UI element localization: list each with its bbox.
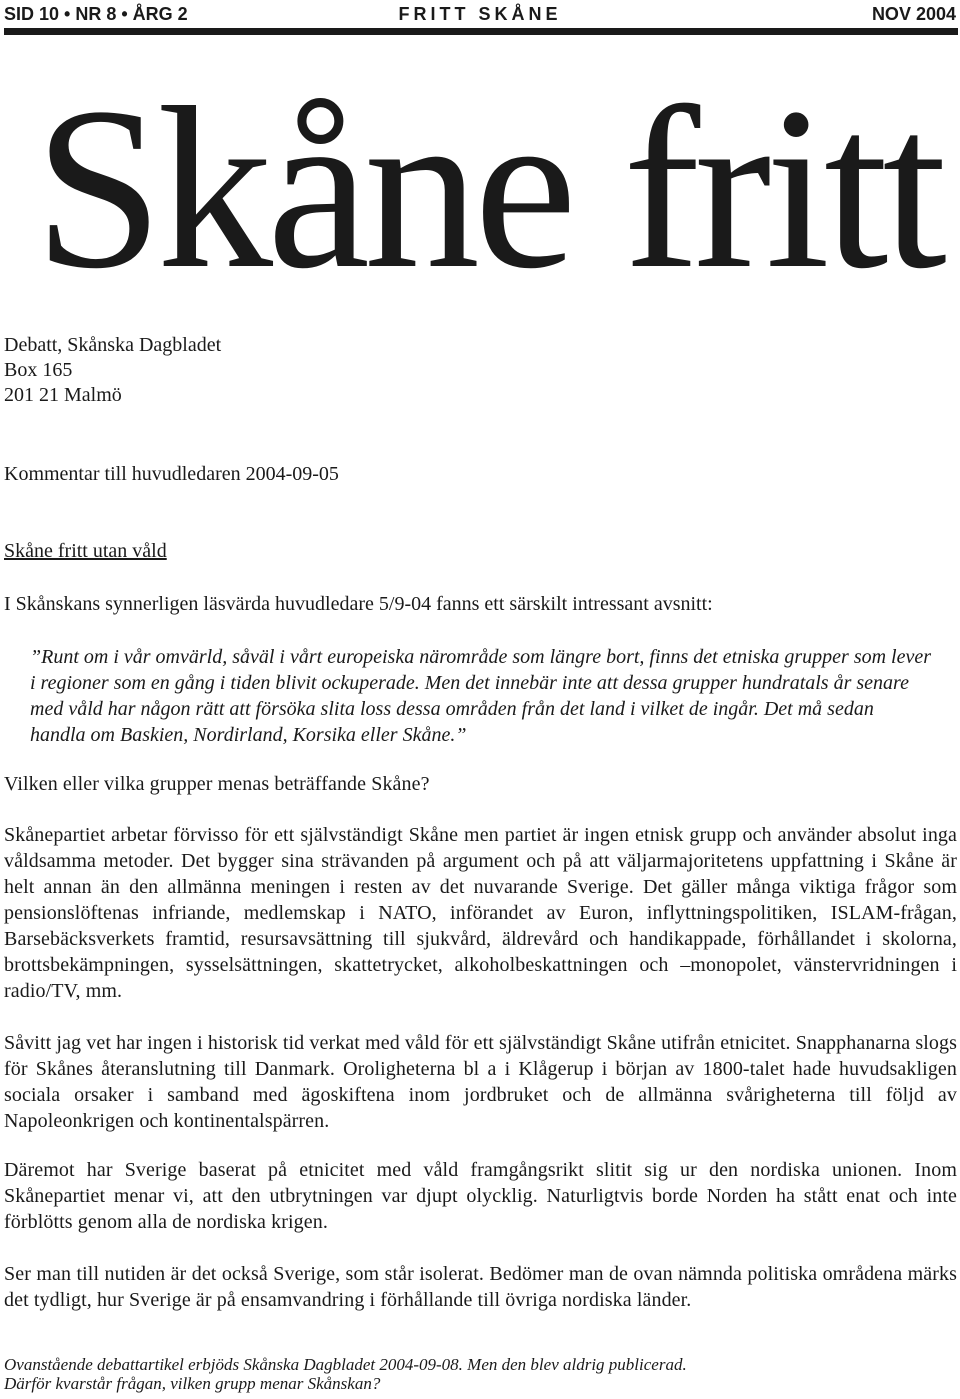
page-header	[4, 2, 956, 26]
footer-note	[4, 1355, 954, 1393]
footer-line: Därför kvarstår frågan, vilken grupp menar Skånskan?	[4, 1374, 381, 1393]
issue-date: NOV 2004	[871, 4, 956, 24]
address-line: Box 165	[4, 359, 73, 381]
address-line: Debatt, Skånska Dagbladet	[4, 334, 222, 356]
issue-info: SID 10 • NR 8 • ÅRG 2	[4, 4, 188, 24]
quote-text: ”Runt om i vår omvärld, såväl i vårt europeiska närområde som längre bort, finns det etniska grupper som lever i regioner som en gång i tiden blivit ockuperade. Men det innebär inte att dessa grupper hundratals år senare med våld har någon rätt att försöka slita loss dessa områden från det land i vilket de ingår. Det må sedan handla om Baskien, Nordirland, Korsika eller Skåne.”	[30, 646, 932, 746]
article-title: Skåne fritt utan våld	[4, 540, 167, 562]
footer-line: Ovanstående debattartikel erbjöds Skånska Dagbladet 2004-09-08. Men den blev aldrig publicerad.	[4, 1355, 687, 1374]
article-paragraph: Såvitt jag vet har ingen i historisk tid verkat med våld för ett självständigt Skåne utifrån etnicitet. Snapphanarna slogs för Skånes återanslutning till Danmark. Oroligheterna bl a i Klågerup i början av 1800-talet hade huvudsakligen sociala orsaker i samband med ägoskiftena inom jordbruket och de allmänna svårigheterna till följd av Napoleonkrigen och kontinentalspärren.	[4, 1032, 957, 1132]
address-line: 201 21 Malmö	[4, 384, 122, 406]
publication-name: FRITT SKÅNE	[398, 4, 562, 24]
header-rule	[4, 28, 958, 35]
article-paragraph: Däremot har Sverige baserat på etnicitet med våld framgångsrikt slitit sig ur den nordiska unionen. Inom Skånepartiet menar vi, att den utbrytningen var djupt olycklig. Naturligtvis borde Norden ha stått enat och inte förblötts genom alla de nordiska krigen.	[4, 1159, 957, 1233]
masthead-title: Skåne fritt	[34, 60, 941, 317]
article-paragraph: Ser man till nutiden är det också Sverige, som står isolerat. Bedömer man de ovan nämnda politiska områdena märks det tydligt, hur Sverige är på ensamvandring i förhållande till övriga nordiska länder.	[4, 1263, 957, 1311]
article-question: Vilken eller vilka grupper menas beträffande Skåne?	[4, 773, 430, 795]
recipient-address	[4, 333, 221, 408]
article-quote	[4, 644, 934, 748]
comment-reference: Kommentar till huvudledaren 2004-09-05	[4, 463, 339, 485]
article-paragraph: Skånepartiet arbetar förvisso för ett självständigt Skåne men partiet är ingen etnisk grupp och använder absolut inga våldsamma metoder. Det bygger sina strävanden på argument och på att väljarmajoritetens uppfattning i Skåne är helt annan än den allmänna meningen i resten av det nuvarande Sverige. Det gäller många viktiga frågor som pensionslöftenas infriande, medlemskap i NATO, införandet av Euron, inflyttningspolitiken, ISLAM-frågan, Barsebäcksverkets framtid, resursavsättning till sjukvård, äldrevård och handikappade, förhållandet i skolorna, brottsbekämpningen, sysselsättningen, skattetrycket, alkoholbeskattningen och –monopolet, vänstervridningen i radio/TV, mm.	[4, 824, 957, 1002]
article-intro: I Skånskans synnerligen läsvärda huvudledare 5/9-04 fanns ett särskilt intressant avsnitt:	[4, 593, 713, 615]
